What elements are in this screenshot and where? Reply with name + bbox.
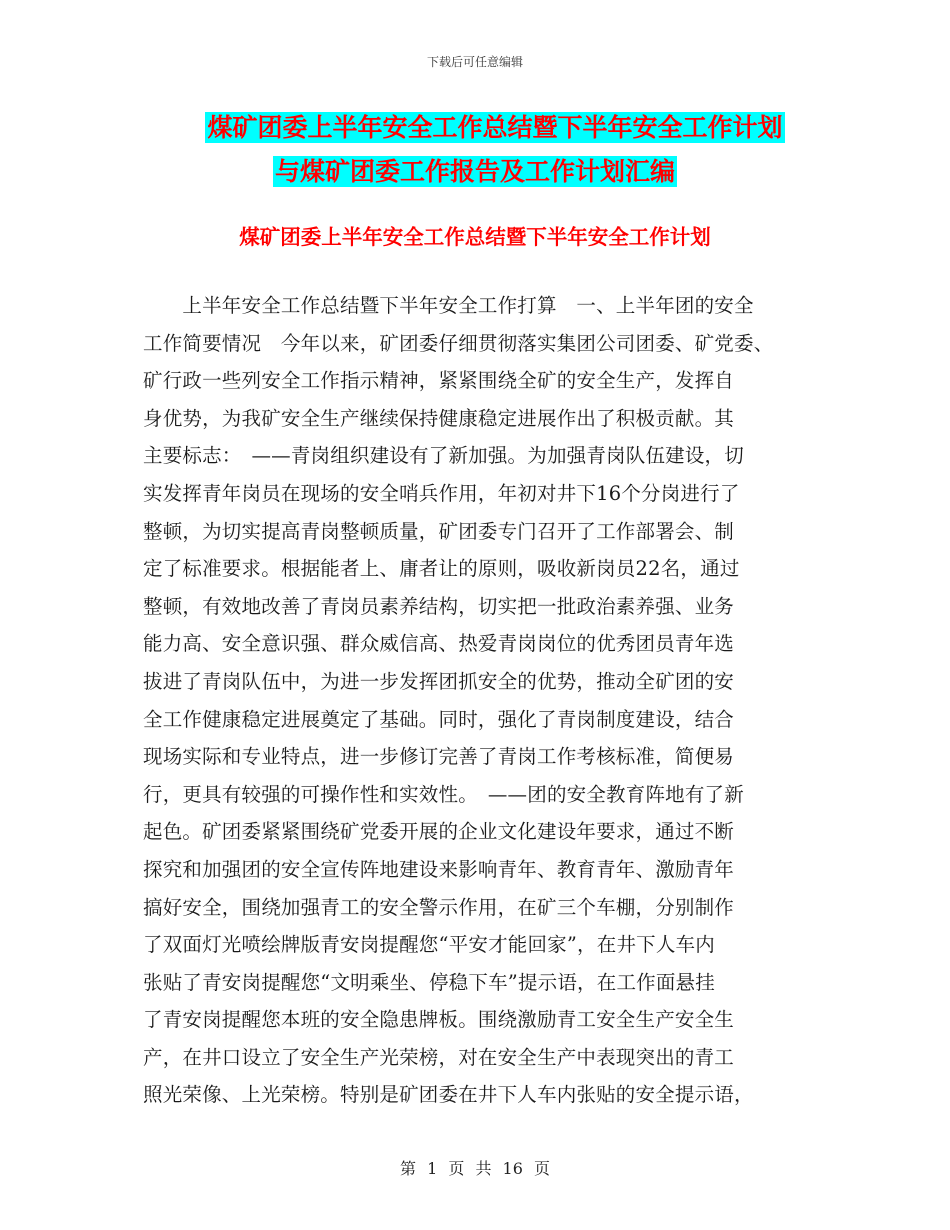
body-line: 起色。矿团委紧紧围绕矿党委开展的企业文化建设年要求，通过不断: [143, 820, 735, 844]
body-line: 主要标志： ——青岗组织建设有了新加强。为加强青岗队伍建设，切: [143, 444, 744, 468]
header-note: 下载后可任意编辑: [426, 55, 523, 69]
body-line: 照光荣像、上光荣榜。特别是矿团委在井下人车内张贴的安全提示语，: [143, 1083, 754, 1107]
body-line: 身优势，为我矿安全生产继续保持健康稳定进展作出了积极贡献。其: [143, 406, 735, 430]
body-line: 全工作健康稳定进展奠定了基础。同时，强化了青岗制度建设，结合: [143, 707, 735, 731]
body-line: 整顿，为切实提高青岗整顿质量，矿团委专门召开了工作部署会、制: [143, 519, 735, 543]
body-line: 现场实际和专业特点，进一步修订完善了青岗工作考核标准，简便易: [143, 745, 735, 769]
document-title-line-2: 与煤矿团委工作报告及工作计划汇编: [274, 157, 675, 186]
body-line: 产，在井口设立了安全生产光荣榜，对在安全生产中表现突出的青工: [143, 1045, 735, 1069]
body-line: 行，更具有较强的可操作性和实效性。 ——团的安全教育阵地有了新: [143, 782, 744, 806]
body-line: 张贴了青安岗提醒您“文明乘坐、停稳下车”提示语，在工作面悬挂: [143, 970, 715, 994]
body-line: 定了标准要求。根据能者上、庸者让的原则，吸收新岗员22名，通过: [143, 557, 740, 581]
page-number-footer: 第 1 页 共 16 页: [400, 1159, 550, 1178]
body-line: 矿行政一些列安全工作指示精神，紧紧围绕全矿的安全生产，发挥自: [143, 369, 735, 393]
document-title-line-1: 煤矿团委上半年安全工作总结暨下半年安全工作计划: [207, 113, 783, 142]
body-text: [143, 287, 815, 1114]
body-line: 上半年安全工作总结暨下半年安全工作打算 一、上半年团的安全: [143, 294, 754, 317]
document-title: [0, 106, 950, 194]
body-line: 整顿，有效地改善了青岗员素养结构，切实把一批政治素养强、业务: [143, 594, 735, 618]
body-line: 工作简要情况 今年以来，矿团委仔细贯彻落实集团公司团委、矿党委、: [143, 331, 774, 355]
body-line: 能力高、安全意识强、群众威信高、热爱青岗岗位的优秀团员青年选: [143, 632, 735, 656]
body-line: 探究和加强团的安全宣传阵地建设来影响青年、教育青年、激励青年: [143, 857, 735, 881]
body-line: 了双面灯光喷绘牌版青安岗提醒您“平安才能回家”，在井下人车内: [143, 933, 715, 957]
body-line: 实发挥青年岗员在现场的安全哨兵作用，年初对井下16个分岗进行了: [143, 481, 740, 505]
body-line: 拔进了青岗队伍中，为进一步发挥团抓安全的优势，推动全矿团的安: [143, 669, 735, 693]
body-line: 了青安岗提醒您本班的安全隐患牌板。围绕激励青工安全生产安全生: [143, 1008, 735, 1032]
section-title: 煤矿团委上半年安全工作总结暨下半年安全工作计划: [239, 225, 711, 249]
body-line: 搞好安全，围绕加强青工的安全警示作用，在矿三个车棚，分别制作: [143, 895, 735, 919]
